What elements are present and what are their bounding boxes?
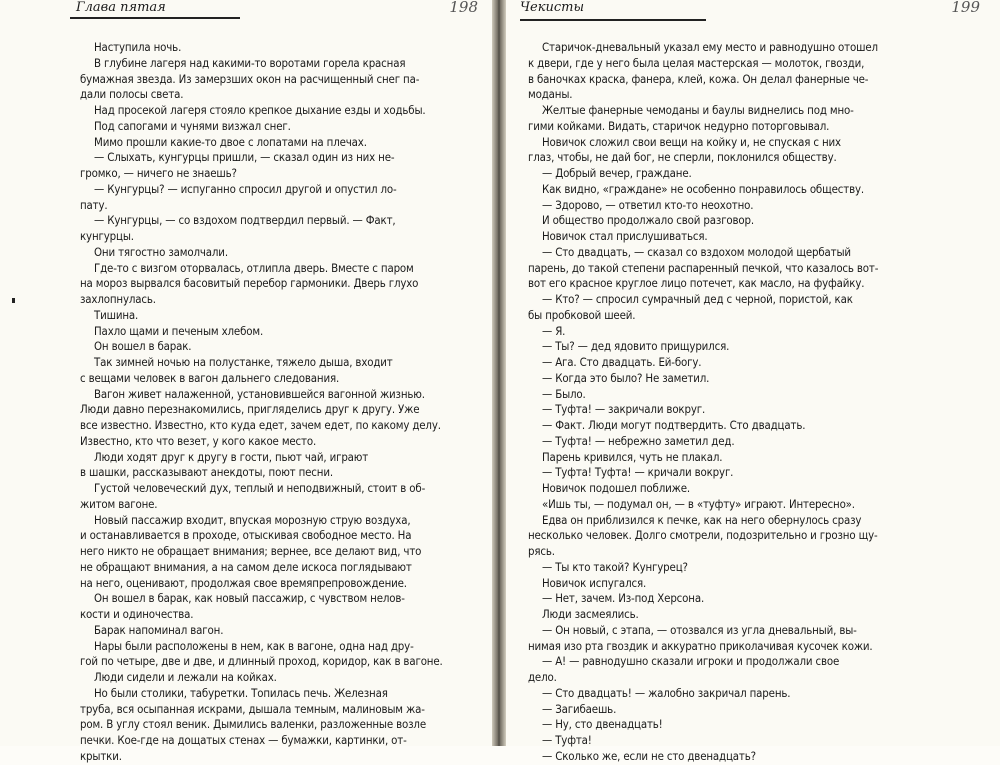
text-line: него никто не обращает внимания; вернее, все делают вид, что (80, 544, 422, 558)
text-line: с вещами человек в вагон дальнего следования. (80, 370, 340, 385)
text-line: Люди сидели и лежали на койках. (94, 670, 277, 684)
text-line: — Я. (542, 323, 566, 338)
text-line: Мимо прошли какие-то двое с лопатами на плечах. (94, 134, 367, 149)
text-line: — Туфта! (542, 733, 592, 747)
text-line: на мороз вырвался басовитый перебор гармоники. Дверь глухо (80, 276, 419, 291)
text-line: Едва он приблизился к печке, как на него обернулось сразу (542, 512, 862, 527)
text-line: — Кто? — спросил сумрачный дед с черной, пористой, как (542, 292, 853, 306)
text-line: Новичок испугался. (542, 575, 647, 590)
text-line: кости и одиночества. (80, 607, 194, 621)
text-line: вот его красное круглое лицо потечет, как масло, на фуфайку. (528, 276, 865, 291)
text-line: — Когда это было? Не заметил. (542, 370, 710, 385)
text-line: — Нет, зачем. Из-под Херсона. (542, 591, 705, 606)
text-line: — Кунгурцы? — испуганно спросил другой и опустил ло- (94, 181, 397, 196)
text-line: — Ты кто такой? Кунгурец? (542, 559, 688, 574)
text-line: — Факт. Люди могут подтвердить. Сто двадцать. (542, 418, 806, 432)
text-line: несколько человек. Долго смотрели, подозрительно и грозно щу- (528, 528, 878, 543)
right-header-rule (520, 19, 706, 21)
text-line: на него, оценивают, продолжая свое времяпрепровождение. (80, 575, 407, 590)
text-line: в шашки, рассказывают анекдоты, поют песни. (80, 465, 333, 480)
text-line: Старичок-дневальный указал ему место и равнодушно отошел (542, 40, 878, 54)
text-line: Пахло щами и печеным хлебом. (94, 323, 264, 338)
text-line: — Сколько же, если не сто двенадцать? (542, 748, 756, 763)
text-line: рясь. (528, 544, 555, 558)
right-body-text (528, 40, 980, 765)
text-line: — Ну, сто двенадцать! (542, 717, 663, 732)
text-line: Новичок стал прислушиваться. (542, 229, 708, 243)
text-line: бумажная звезда. Из замерзших окон на расчищенный снег па- (80, 71, 420, 86)
text-line: Они тягостно замолчали. (94, 244, 228, 259)
text-line: — Здорово, — ответил кто-то неохотно. (542, 197, 754, 212)
right-page-number: 199 (951, 0, 980, 16)
text-line: Люди ходят друг к другу в гости, пьют чай, играют (94, 449, 369, 464)
text-line: — Загибаешь. (542, 701, 617, 716)
text-line: громко, — ничего не знаешь? (80, 166, 237, 180)
text-line: Новичок сложил свои вещи на койку и, не спуская с них (542, 134, 841, 149)
text-line: «Ишь ты, — подумал он, — в «туфту» играют. Интересно». (542, 496, 855, 511)
text-line: — Было. (542, 386, 586, 401)
text-line: захлопнулась. (80, 292, 156, 306)
text-line: Известно, кто что везет, у кого какое место. (80, 433, 317, 448)
text-line: житом вагоне. (80, 496, 158, 511)
text-line: пату. (80, 197, 108, 212)
margin-mark (12, 298, 15, 303)
text-line: Под сапогами и чунями визжал снег. (94, 118, 291, 133)
left-header-rule (70, 17, 240, 19)
text-line: гими койками. Видать, старичок недурно поторговывал. (528, 118, 830, 133)
left-page-number: 198 (449, 0, 478, 16)
text-line: Вагон живет налаженной, установившейся вагонной жизнью. (94, 386, 425, 401)
text-line: Как видно, «граждане» не особенно понравилось обществу. (542, 181, 864, 196)
left-running-header (76, 0, 478, 18)
text-line: И общество продолжало свой разговор. (542, 213, 755, 228)
text-line: Он вошел в барак, как новый пассажир, с чувством нелов- (94, 591, 405, 606)
text-line: Так зимней ночью на полустанке, тяжело дыша, входит (94, 355, 393, 369)
text-line: — Слыхать, кунгурцы пришли, — сказал один из них не- (94, 150, 395, 165)
text-line: — Ты? — дед ядовито прищурился. (542, 339, 730, 354)
text-line: Он вошел в барак. (94, 339, 192, 354)
text-line: Желтые фанерные чемоданы и баулы виднелись под мно- (542, 103, 854, 117)
text-line: Люди давно перезнакомились, пригляделись друг к другу. Уже (80, 402, 420, 417)
text-line: печки. Кое-где на дощатых стенах — бумажки, картинки, от- (80, 733, 407, 747)
text-line: Нары были расположены в нем, как в вагоне, одна над дру- (94, 638, 414, 653)
book-gutter (492, 0, 506, 746)
text-line: не обращают внимания, а на самом деле искоса поглядывают (80, 559, 412, 574)
text-line: все известно. Известно, кто куда едет, зачем едет, по какому делу. (80, 418, 441, 432)
text-line: — Кунгурцы, — со вздохом подтвердил первый. — Факт, (94, 213, 396, 228)
text-line: — Туфта! — небрежно заметил дед. (542, 433, 735, 448)
text-line: Наступила ночь. (94, 40, 182, 54)
text-line: кунгурцы. (80, 229, 134, 243)
text-line: в баночках краска, фанера, клей, кожа. Он делал фанерные че- (528, 71, 869, 86)
text-line: нимая изо рта гвоздик и аккуратно приколачивая кусочек кожи. (528, 638, 873, 653)
text-line: труба, вся осыпанная искрами, дышала темным, малиновым жа- (80, 701, 425, 716)
text-line: — Сто двадцать, — сказал со вздохом молодой щербатый (542, 244, 851, 259)
text-line: В глубине лагеря над какими-то воротами горела красная (94, 55, 406, 70)
right-page (506, 0, 1000, 763)
text-line: и останавливается в проходе, отыскивая свободное место. На (80, 528, 412, 543)
text-line: крытки. (80, 748, 122, 763)
text-line: — Добрый вечер, граждане. (542, 166, 692, 180)
text-line: Но были столики, табуретки. Топилась печь. Железная (94, 685, 388, 700)
right-chapter-title: Чекисты (520, 0, 585, 15)
text-line: Люди засмеялись. (542, 607, 639, 621)
text-line: Густой человеческий дух, теплый и неподвижный, стоит в об- (94, 481, 426, 495)
text-line: дали полосы света. (80, 87, 184, 102)
text-line: Новичок подошел поближе. (542, 481, 690, 495)
text-line: Барак напоминал вагон. (94, 622, 224, 637)
text-line: — Он новый, с этапа, — отозвался из угла дневальный, вы- (542, 622, 857, 637)
right-running-header (520, 0, 980, 18)
left-page (0, 0, 492, 763)
text-line: ром. В углу стоял веник. Дымились валенки, разложенные возле (80, 717, 426, 732)
text-line: — А! — равнодушно сказали игроки и продолжали свое (542, 654, 840, 669)
text-line: парень, до такой степени распаренный печкой, что казалось вот- (528, 260, 879, 275)
text-line: — Сто двадцать! — жалобно закричал парень. (542, 685, 791, 700)
text-line: Над просекой лагеря стояло крепкое дыхание езды и ходьбы. (94, 103, 426, 117)
text-line: — Туфта! Туфта! — кричали вокруг. (542, 465, 734, 480)
text-line: Парень кривился, чуть не плакал. (542, 449, 723, 464)
text-line: Где-то с визгом оторвалась, отлипла дверь. Вместе с паром (94, 260, 414, 275)
text-line: дело. (528, 670, 557, 684)
left-chapter-title: Глава пятая (76, 0, 166, 15)
text-line: глаз, чтобы, не дай бог, не сперли, поклонился обществу. (528, 150, 837, 165)
left-body-text (80, 40, 468, 765)
text-line: к двери, где у него была целая мастерская — молоток, гвозди, (528, 55, 865, 70)
text-line: Новый пассажир входит, впуская морозную струю воздуха, (94, 512, 411, 527)
text-line: Тишина. (94, 307, 139, 322)
text-line: моданы. (528, 87, 573, 102)
text-line: гой по четыре, две и две, и длинный проход, коридор, как в вагоне. (80, 654, 443, 669)
text-line: — Туфта! — закричали вокруг. (542, 402, 706, 417)
text-line: бы пробковой шеей. (528, 307, 636, 322)
text-line: — Ага. Сто двадцать. Ей-богу. (542, 355, 702, 369)
